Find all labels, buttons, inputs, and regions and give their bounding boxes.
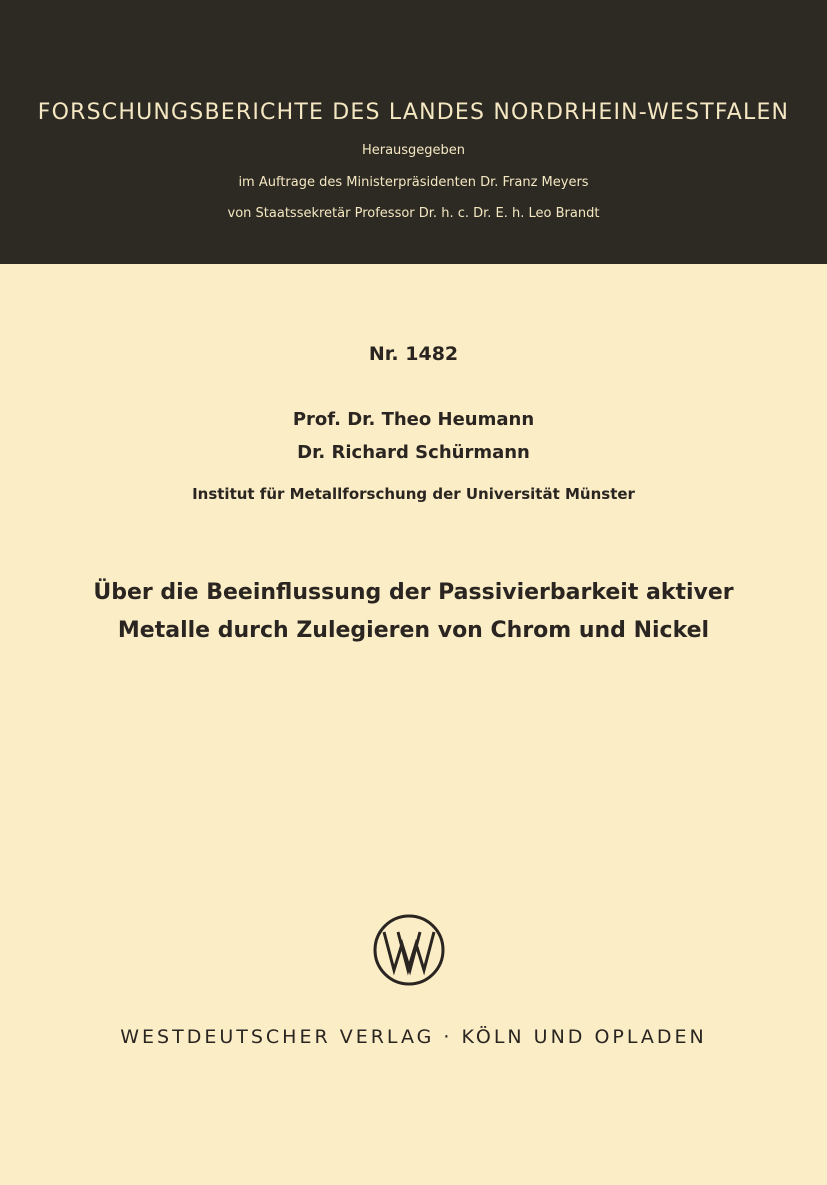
- editor-line-2: im Auftrage des Ministerpräsidenten Dr. Franz Meyers: [238, 175, 589, 190]
- report-number: Nr. 1482: [368, 343, 459, 365]
- ww-logo-icon: [372, 914, 446, 986]
- cover-header-band: [0, 0, 827, 264]
- title-line-1: Über die Beeinflussung der Passivierbarkeit aktiver: [93, 580, 734, 605]
- author-1: Prof. Dr. Theo Heumann: [292, 409, 535, 430]
- series-title: FORSCHUNGSBERICHTE DES LANDES NORDRHEIN-WESTFALEN: [37, 100, 790, 125]
- author-2: Dr. Richard Schürmann: [297, 442, 530, 463]
- title-line-2: Metalle durch Zulegieren von Chrom und Nickel: [117, 618, 710, 643]
- editor-line-1: Herausgegeben: [361, 143, 466, 158]
- institute: Institut für Metallforschung der Universität Münster: [192, 485, 635, 503]
- editor-line-3: von Staatssekretär Professor Dr. h. c. Dr. E. h. Leo Brandt: [227, 206, 600, 221]
- publisher: WESTDEUTSCHER VERLAG · KÖLN UND OPLADEN: [120, 1026, 707, 1048]
